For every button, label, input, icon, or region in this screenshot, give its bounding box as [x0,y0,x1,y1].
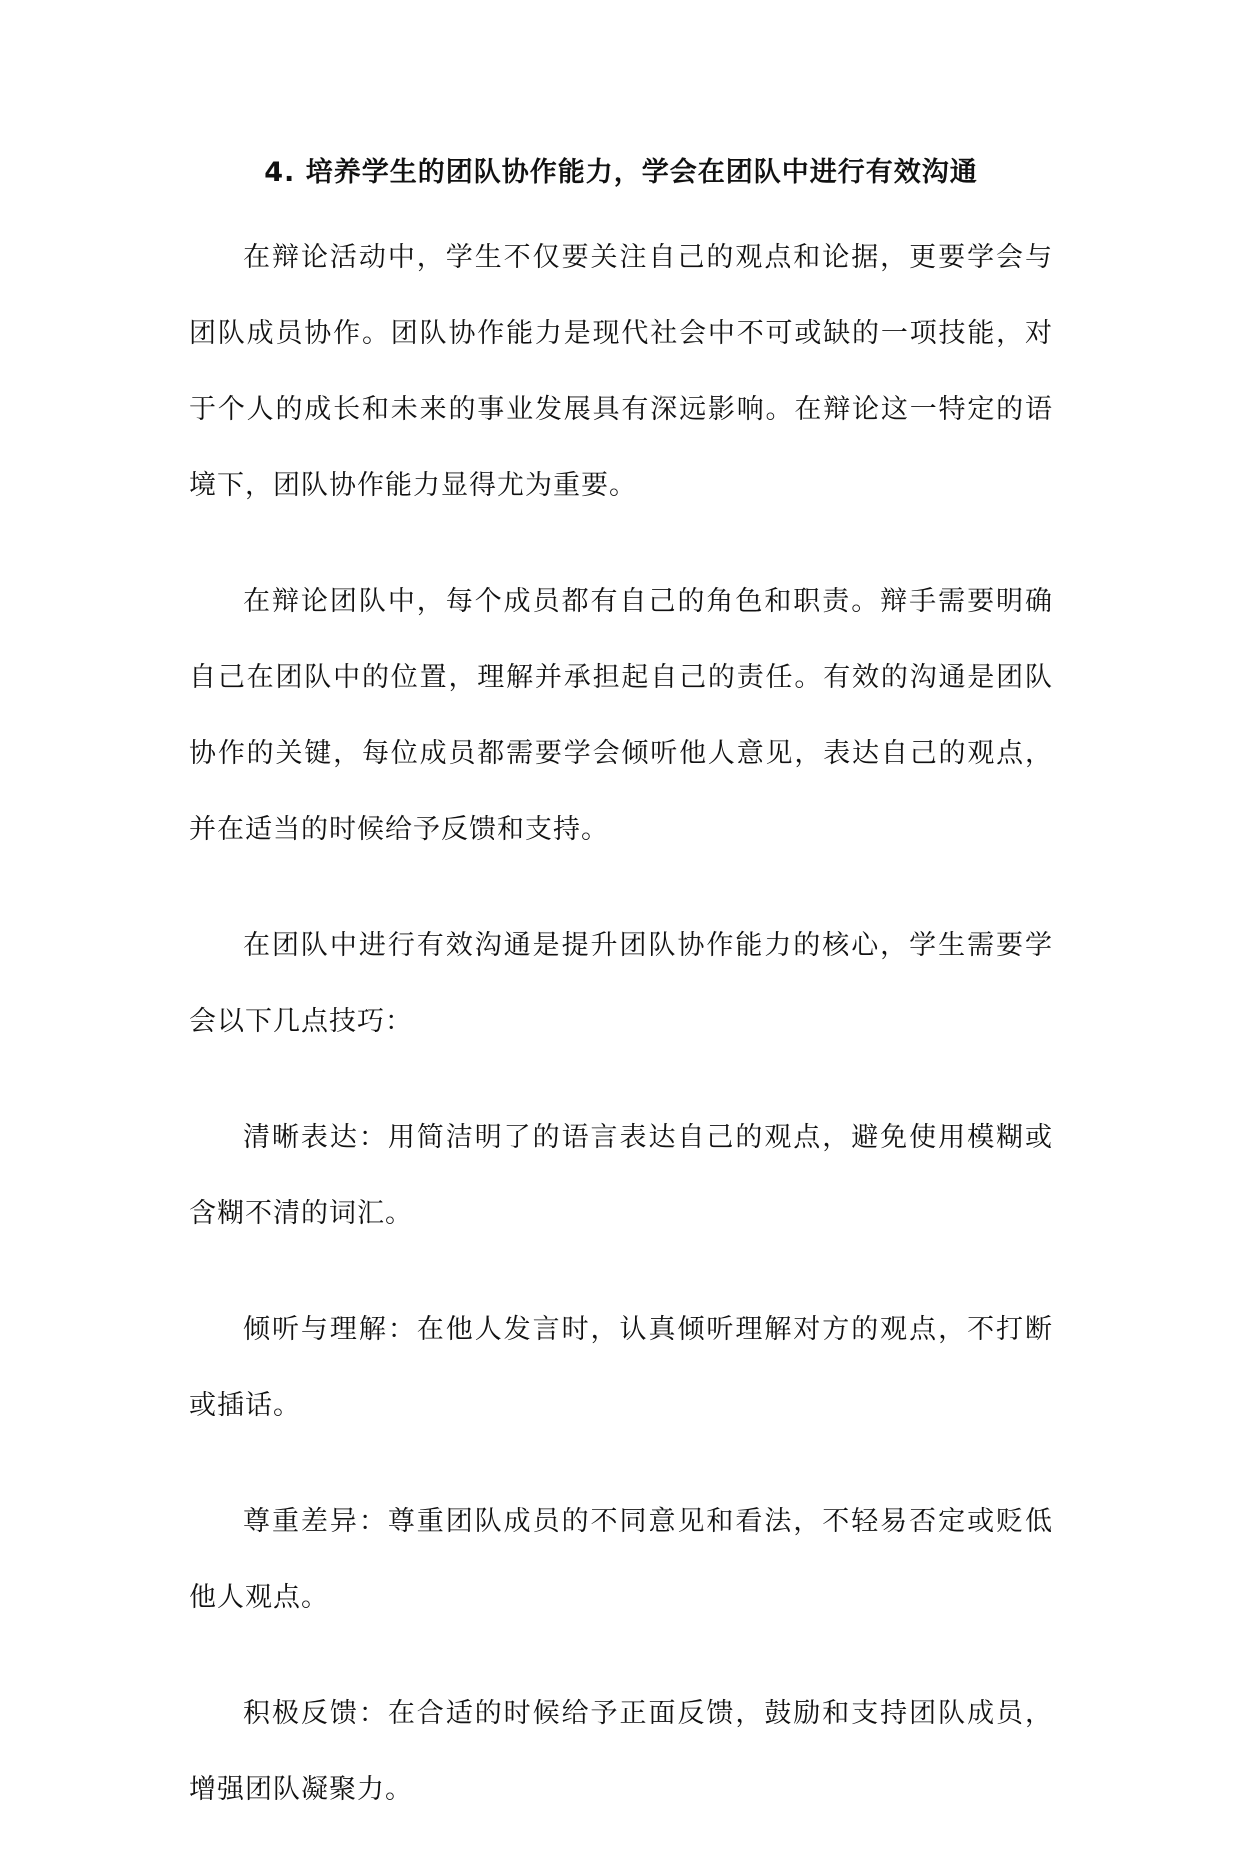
paragraph: 积极反馈：在合适的时候给予正面反馈，鼓励和支持团队成员，增强团队凝聚力。 [189,1698,1053,1805]
paragraph: 尊重差异：尊重团队成员的不同意见和看法，不轻易否定或贬低他人观点。 [189,1506,1053,1613]
paragraph: 倾听与理解：在他人发言时，认真倾听理解对方的观点，不打断或插话。 [189,1314,1053,1421]
paragraph: 清晰表达：用简洁明了的语言表达自己的观点，避免使用模糊或含糊不清的词汇。 [189,1122,1053,1229]
paragraph: 在辩论活动中，学生不仅要关注自己的观点和论据，更要学会与团队成员协作。团队协作能力是现代社会中不可或缺的一项技能，对于个人的成长和未来的事业发展具有深远影响。在辩论这一特定的语境下，团队协作能力显得尤为重要。 [189,242,1053,501]
section-heading: 4. 培养学生的团队协作能力，学会在团队中进行有效沟通 [264,157,978,188]
document-page [189,148,1053,1868]
paragraph: 在辩论团队中，每个成员都有自己的角色和职责。辩手需要明确自己在团队中的位置，理解并承担起自己的责任。有效的沟通是团队协作的关键，每位成员都需要学会倾听他人意见，表达自己的观点，并在适当的时候给予反馈和支持。 [189,586,1053,845]
paragraph: 在团队中进行有效沟通是提升团队协作能力的核心，学生需要学会以下几点技巧： [189,930,1053,1037]
